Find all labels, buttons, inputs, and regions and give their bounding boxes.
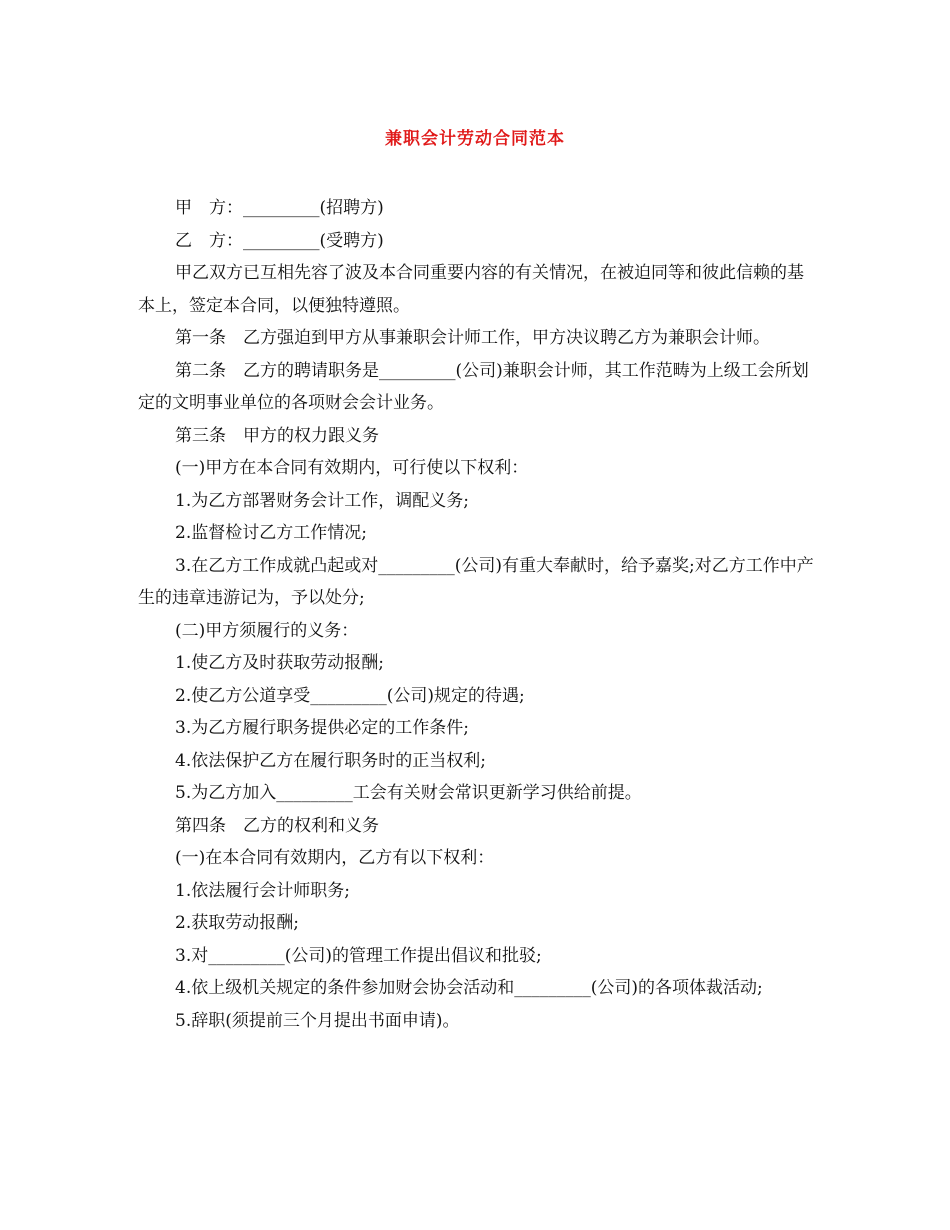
paragraph: (一)甲方在本合同有效期内，可行使以下权利： xyxy=(175,458,529,478)
paragraph: 甲 方：_________(招聘方) xyxy=(175,198,384,218)
paragraph: 第一条 乙方强迫到甲方从事兼职会计师工作，甲方决议聘乙方为兼职会计师。 xyxy=(175,328,770,348)
paragraph: 5.为乙方加入_________工会有关财会常识更新学习供给前提。 xyxy=(175,783,642,803)
paragraph: 第四条 乙方的权利和义务 xyxy=(175,815,379,836)
paragraph: 4.依上级机关规定的条件参加财会协会活动和_________(公司)的各项体裁活动; xyxy=(175,978,763,998)
paragraph: 2.使乙方公道享受_________(公司)规定的待遇; xyxy=(175,685,525,706)
paragraph: 3.对_________(公司)的管理工作提出倡议和批驳; xyxy=(175,945,542,966)
paragraph: 3.在乙方工作成就凸起或对_________(公司)有重大奉献时，给予嘉奖;对乙方工作中产生的违章违游记为，予以处分; xyxy=(138,555,814,608)
paragraph: 3.为乙方履行职务提供必定的工作条件; xyxy=(175,718,469,738)
paragraph: 1.为乙方部署财务会计工作，调配义务; xyxy=(175,490,469,511)
paragraph: (二)甲方须履行的义务： xyxy=(175,620,359,641)
paragraph: (一)在本合同有效期内，乙方有以下权利： xyxy=(175,848,495,868)
document-title: 兼职会计劳动合同范本 xyxy=(385,129,565,149)
paragraph: 2.监督检讨乙方工作情况; xyxy=(175,523,367,543)
paragraph: 2.获取劳动报酬; xyxy=(175,913,299,933)
paragraph: 1.使乙方及时获取劳动报酬; xyxy=(175,653,384,673)
paragraph: 乙 方：_________(受聘方) xyxy=(175,230,384,251)
paragraph: 1.依法履行会计师职务; xyxy=(175,880,350,901)
paragraph: 第二条 乙方的聘请职务是_________(公司)兼职会计师，其工作范畴为上级工会所划定的文明事业单位的各项财会会计业务。 xyxy=(138,360,809,413)
paragraph: 4.依法保护乙方在履行职务时的正当权利; xyxy=(175,750,486,771)
paragraph: 5.辞职(须提前三个月提出书面申请)。 xyxy=(175,1010,460,1031)
paragraph: 甲乙双方已互相先容了波及本合同重要内容的有关情况，在被迫同等和彼此信赖的基本上，签定本合同，以便独特遵照。 xyxy=(138,263,804,316)
document-body xyxy=(138,192,814,1037)
paragraph: 第三条 甲方的权力跟义务 xyxy=(175,425,379,446)
